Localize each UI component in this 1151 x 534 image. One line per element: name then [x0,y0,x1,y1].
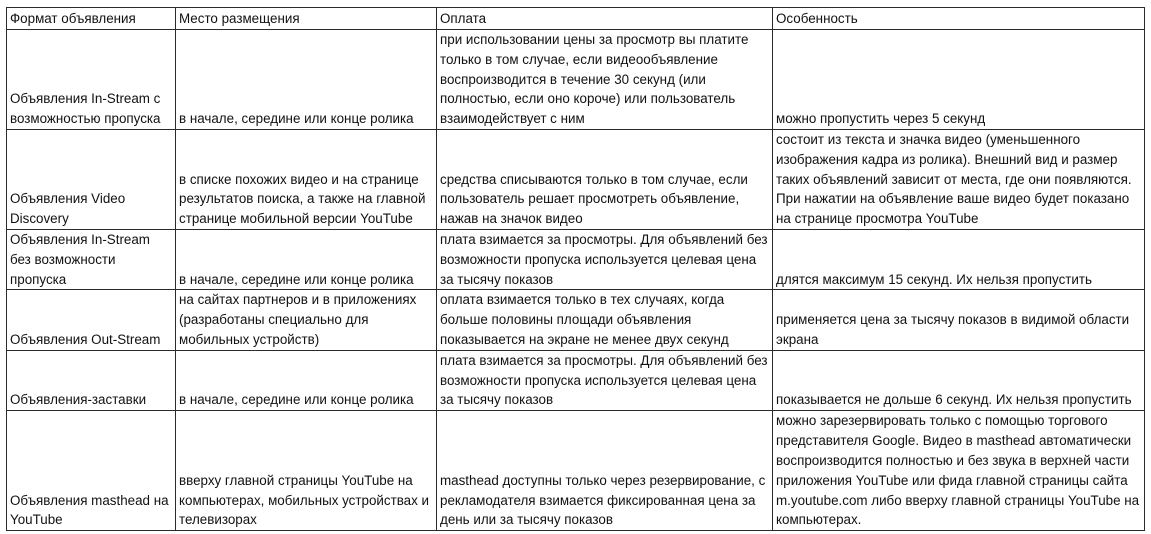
header-feature: Особенность [773,8,1145,30]
cell-placement: вверху главной страницы YouTube на компьютерах, мобильных устройствах и телевизорах [176,411,437,531]
cell-placement: в списке похожих видео и на странице результатов поиска, а также на главной странице мобильной версии YouTube [176,130,437,230]
cell-feature: показывается не дольше 6 секунд. Их нельзя пропустить [773,350,1145,410]
cell-format: Объявления In-Stream без возможности пропуска [7,230,176,290]
cell-placement: в начале, середине или конце ролика [176,30,437,130]
cell-format: Объявления In-Stream с возможностью пропуска [7,30,176,130]
ad-formats-table-container [6,7,1144,531]
cell-payment: плата взимается за просмотры. Для объявлений без возможности пропуска используется целевая цена за тысячу показов [437,230,773,290]
cell-payment: средства списываются только в том случае, если пользователь решает просмотреть объявление, нажав на значок видео [437,130,773,230]
table-row [7,230,1145,290]
table-row [7,290,1145,350]
header-placement: Место размещения [176,8,437,30]
cell-feature: можно зарезервировать только с помощью торгового представителя Google. Видео в masthead автоматически воспроизводится полностью и без звука в верхней части приложения YouTube или фида главной страницы сайта m.youtube.com либо вверху главной страницы YouTube на компьютерах. [773,411,1145,531]
cell-feature: длятся максимум 15 секунд. Их нельзя пропустить [773,230,1145,290]
cell-payment: оплата взимается только в тех случаях, когда больше половины площади объявления показывается на экране не менее двух секунд [437,290,773,350]
cell-format: Объявления-заставки [7,350,176,410]
table-row [7,350,1145,410]
header-format: Формат объявления [7,8,176,30]
cell-feature: можно пропустить через 5 секунд [773,30,1145,130]
ad-formats-table [6,7,1145,531]
cell-placement: в начале, середине или конце ролика [176,230,437,290]
cell-placement: в начале, середине или конце ролика [176,350,437,410]
table-row [7,30,1145,130]
cell-payment: плата взимается за просмотры. Для объявлений без возможности пропуска используется целевая цена за тысячу показов [437,350,773,410]
cell-payment: masthead доступны только через резервирование, с рекламодателя взимается фиксированная цена за день или за тысячу показов [437,411,773,531]
cell-placement: на сайтах партнеров и в приложениях (разработаны специально для мобильных устройств) [176,290,437,350]
header-row [7,8,1145,30]
cell-format: Объявления Out-Stream [7,290,176,350]
header-payment: Оплата [437,8,773,30]
table-row [7,411,1145,531]
table-row [7,130,1145,230]
cell-format: Объявления Video Discovery [7,130,176,230]
cell-feature: состоит из текста и значка видео (уменьшенного изображения кадра из ролика). Внешний вид и размер таких объявлений зависит от места, где они появляются. При нажатии на объявление ваше видео будет показано на странице просмотра YouTube [773,130,1145,230]
cell-feature: применяется цена за тысячу показов в видимой области экрана [773,290,1145,350]
cell-format: Объявления masthead на YouTube [7,411,176,531]
cell-payment: при использовании цены за просмотр вы платите только в том случае, если видеообъявление воспроизводится в течение 30 секунд (или полностью, если оно короче) или пользователь взаимодействует с ним [437,30,773,130]
